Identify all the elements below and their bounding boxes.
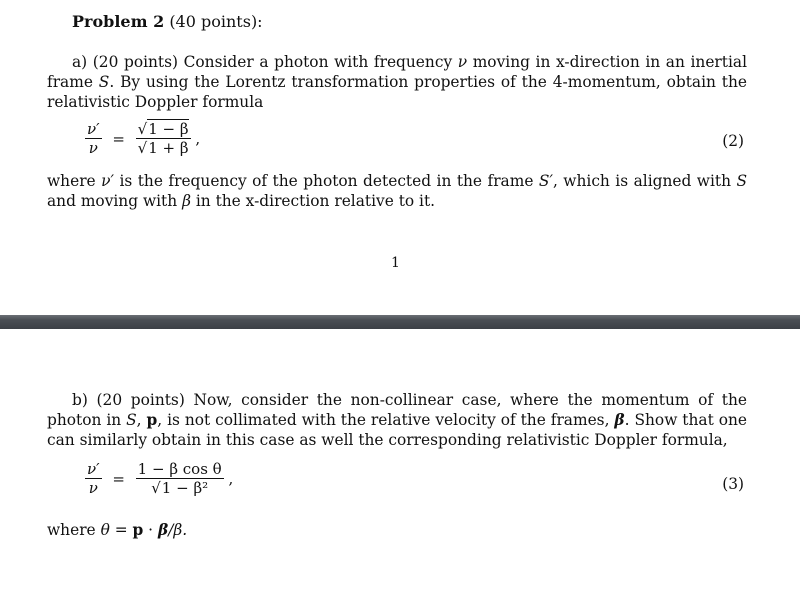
eq2-rhs-den: 1 + β xyxy=(148,139,189,157)
eq3-comma: , xyxy=(228,469,234,488)
eq2-lhs-num: ν′ xyxy=(87,120,100,138)
eq2-comma: , xyxy=(195,129,201,148)
part-a-paragraph xyxy=(47,52,747,112)
part-b-paragraph: b) (20 points) Now, consider the non-collinear case, where the momentum of the photon in S, p, is not collimated with the relative velocity of the frames, β. Show that one can similarly obtain in this case as well the corresponding relativistic Doppler formula, xyxy=(47,391,747,449)
eq3-lhs xyxy=(85,460,102,497)
part-a-text-1: a) (20 points) Consider a photon with frequency xyxy=(72,53,458,71)
symbol-nu-prime: ν′ xyxy=(101,172,114,190)
eq3-rhs-den: 1 − β² xyxy=(161,479,209,497)
eq3-lhs-den: ν xyxy=(88,479,98,497)
problem-points: (40 points): xyxy=(169,12,263,31)
page-2 xyxy=(0,329,800,602)
symbol-p-bold: p xyxy=(146,411,158,429)
eq2-rhs: $\frac{√1 - \beta}{√1 + \beta}$ xyxy=(137,120,189,157)
part-a-text-2: moving in x-direction in an inertial frame xyxy=(47,53,747,91)
eq3-lhs-num: ν′ xyxy=(87,460,100,478)
symbol-beta-bold: β xyxy=(614,411,625,429)
symbol-S-prime: S′ xyxy=(538,172,553,190)
symbol-nu: ν xyxy=(457,53,468,71)
eq3-rhs-num: 1 − β cos θ xyxy=(137,460,222,478)
part-a-where: where ν′ is the frequency of the photon detected in the frame S′, which is aligned with S and moving with β in the x-direction relative to it. xyxy=(47,172,747,210)
symbol-S: S xyxy=(98,73,110,91)
equation-2: $\frac{\nu'}{\nu}$ = $\frac{√1 - \beta}{√1 + \beta}$ , xyxy=(87,120,201,157)
eq2-lhs xyxy=(85,120,102,157)
equation-number-3: (3) xyxy=(722,475,744,493)
page-separator xyxy=(0,315,800,329)
symbol-beta: β xyxy=(182,192,191,210)
problem-title xyxy=(72,12,263,31)
equation-3: $\frac{\nu'}{\nu}$ = $\frac{\text{1 − β cos θ}}{\text{√1 − β²}}$ , xyxy=(87,460,234,497)
page-number: 1 xyxy=(391,255,400,271)
eq2-rhs-num: 1 − β xyxy=(148,120,189,138)
part-a-text-3: . By using the Lorentz transformation properties of the 4-momentum, obtain the relativistic Doppler formula xyxy=(47,73,748,111)
eq2-lhs-den: ν xyxy=(88,139,98,157)
part-b-where: where θ = p · β/β. xyxy=(47,521,188,539)
eq3-rhs: $\frac{\text{1 − β cos θ}}{\text{√1 − β²}}$ xyxy=(137,460,222,497)
problem-label: Problem 2 xyxy=(72,12,165,31)
equation-number-2: (2) xyxy=(722,132,744,150)
